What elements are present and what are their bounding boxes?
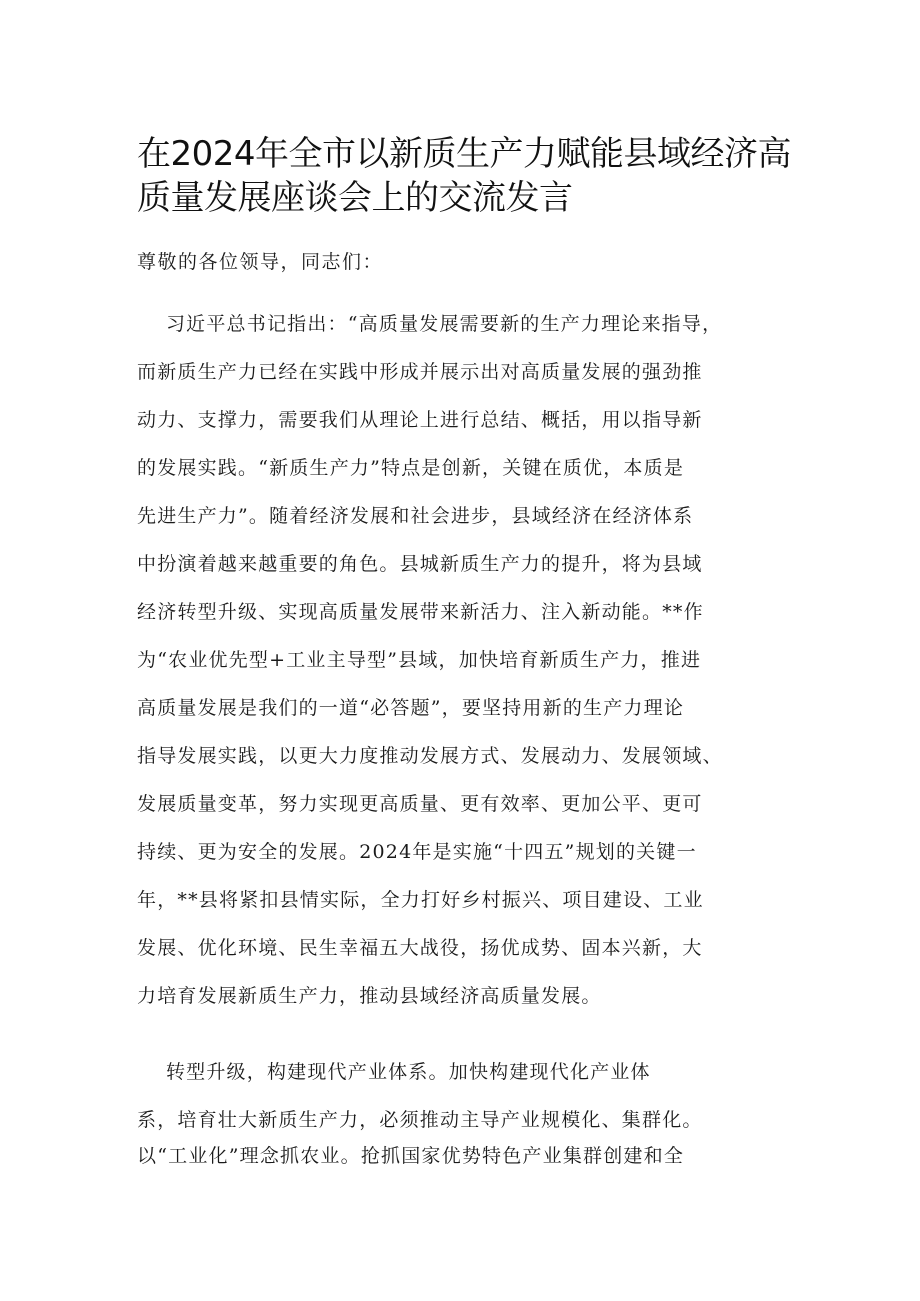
paragraph-line: 经济转型升级、实现高质量发展带来新活力、注入新动能。**作 [137,601,704,623]
title-line: 质量发展座谈会上的交流发言 [137,178,573,218]
paragraph-line: 年，**县将紧扣县情实际，全力打好乡村振兴、项目建设、工业 [137,889,704,911]
paragraph-line: 习近平总书记指出：“高质量发展需要新的生产力理论来指导， [137,313,723,335]
paragraph-line: 力培育发展新质生产力，推动县域经济高质量发展。 [137,985,602,1007]
paragraph-line: 以“工业化”理念抓农业。抢抓国家优势特色产业集群创建和全 [137,1145,685,1167]
paragraph-line: 系，培育壮大新质生产力，必须推动主导产业规模化、集群化。 [137,1109,703,1131]
body-paragraph-1 [137,300,817,1020]
document-title [137,132,817,220]
body-paragraph-2 [137,1048,817,1096]
paragraph-line: 动力、支撑力，需要我们从理论上进行总结、概括，用以指导新 [137,409,703,431]
paragraph-line: 发展质量变革，努力实现更高质量、更有效率、更加公平、更可 [137,793,703,815]
paragraph-line: 指导发展实践，以更大力度推动发展方式、发展动力、发展领域、 [137,745,723,767]
paragraph-line: 中扮演着越来越重要的角色。县城新质生产力的提升，将为县域 [137,553,703,575]
title-line: 在2024年全市以新质生产力赋能县域经济高 [137,134,792,174]
paragraph-line: 而新质生产力已经在实践中形成并展示出对高质量发展的强劲推 [137,361,703,383]
paragraph-line: 先进生产力”。随着经济发展和社会进步，县域经济在经济体系 [137,505,694,527]
paragraph-line: 的发展实践。“新质生产力”特点是创新，关键在质优，本质是 [137,457,685,479]
body-paragraph-3 [137,1102,817,1174]
paragraph-line: 发展、优化环境、民生幸福五大战役，扬优成势、固本兴新，大 [137,937,703,959]
salutation: 尊敬的各位领导，同志们： [137,251,384,273]
paragraph-line: 转型升级，构建现代产业体系。加快构建现代化产业体 [137,1061,651,1083]
paragraph-line: 持续、更为安全的发展。2024年是实施“十四五”规划的关键一 [137,841,697,863]
paragraph-line: 高质量发展是我们的一道“必答题”，要坚持用新的生产力理论 [137,697,685,719]
paragraph-line: 为“农业优先型+工业主导型”县域，加快培育新质生产力，推进 [137,649,702,671]
